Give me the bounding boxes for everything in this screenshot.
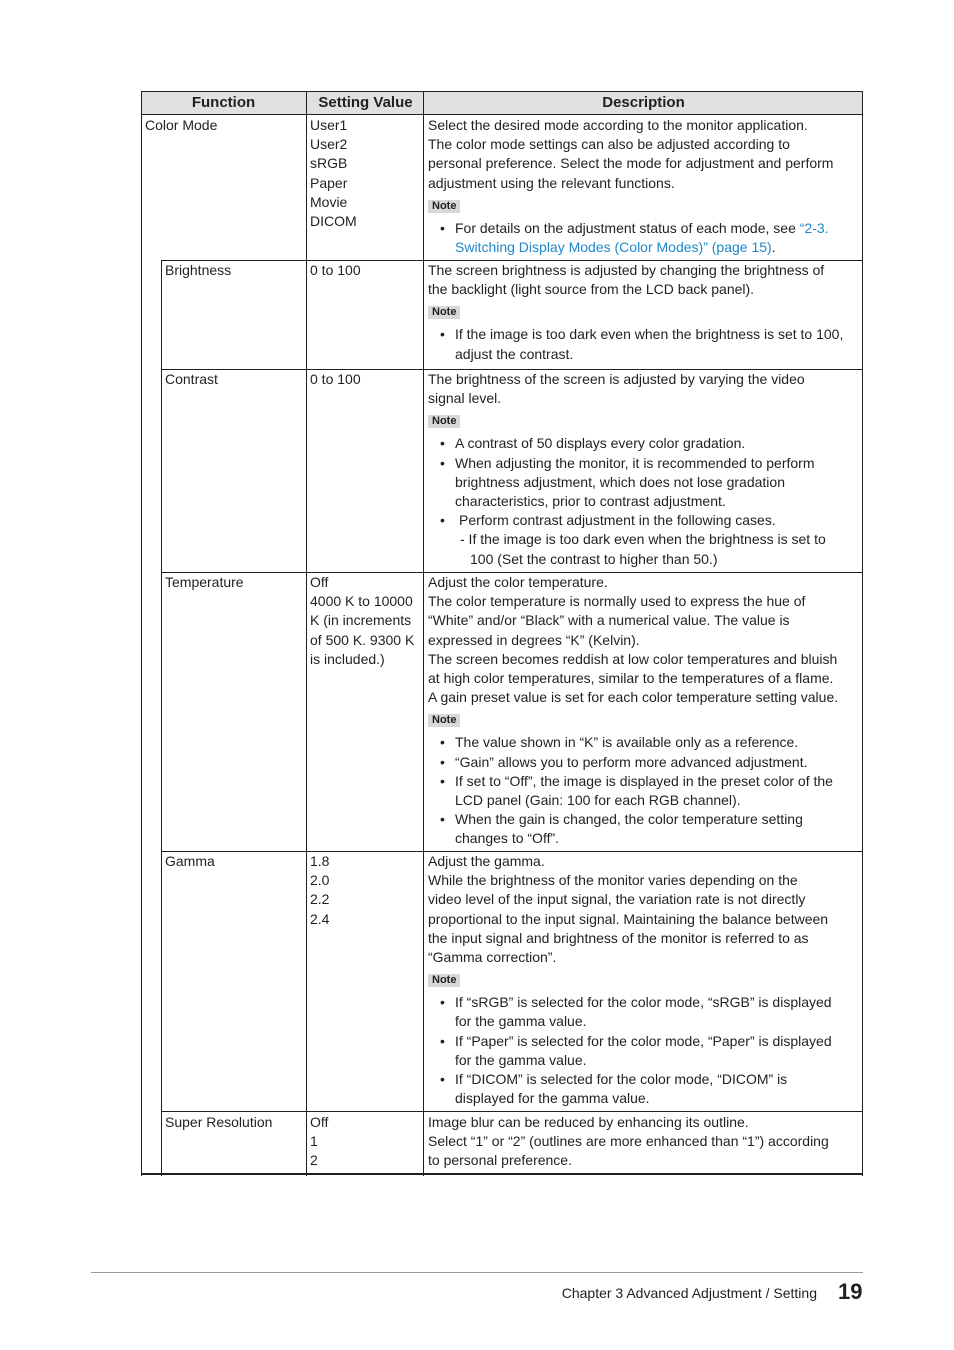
subitem-indent-line <box>161 260 162 1176</box>
note-text: • If “Paper” is selected for the color mode, “Paper” is displayed <box>455 1032 832 1049</box>
desc-line: The color mode settings can also be adjusted according to <box>428 136 790 153</box>
value-item: 2.4 <box>310 910 330 927</box>
desc-line: adjustment using the relevant functions. <box>428 174 675 191</box>
desc-line: expressed in degrees “K” (Kelvin). <box>428 631 640 648</box>
note-badge: Note <box>428 415 460 428</box>
note-text: • If “sRGB” is selected for the color mode, “sRGB” is displayed <box>455 994 832 1011</box>
note-badge: Note <box>428 974 460 987</box>
value-item: is included.) <box>310 650 385 667</box>
note-item <box>428 219 862 257</box>
values-temperature <box>310 573 422 669</box>
description-brightness <box>428 261 862 364</box>
value-item: DICOM <box>310 213 357 230</box>
note-text: for the gamma value. <box>455 1051 587 1068</box>
value-item: 0 to 100 <box>310 262 361 278</box>
description-gamma <box>428 852 862 1108</box>
desc-line: at high color temperatures, similar to the temperatures of a flame. <box>428 670 834 687</box>
values-super-resolution <box>310 1113 422 1171</box>
value-item: 1.8 <box>310 853 330 869</box>
desc-line: The brightness of the screen is adjusted by varying the video <box>428 371 805 387</box>
table-border-left <box>141 92 142 1176</box>
values-contrast <box>310 370 422 389</box>
desc-line: Select the desired mode according to the monitor application. <box>428 117 808 133</box>
function-super-resolution: Super Resolution <box>165 1114 273 1130</box>
function-color-mode: Color Mode <box>145 117 218 133</box>
description-contrast <box>428 370 862 569</box>
value-item: Off <box>310 1114 329 1130</box>
note-badge: Note <box>428 306 460 319</box>
page-link[interactable]: Switching Display Modes (Color Modes)” (page 15) <box>455 239 772 256</box>
note-text: LCD panel (Gain: 100 for each RGB channel). <box>455 792 741 809</box>
function-temperature: Temperature <box>165 574 244 590</box>
header-function: Function <box>191 94 256 111</box>
desc-line: The color temperature is normally used to express the hue of <box>428 593 806 610</box>
values-color-mode <box>310 116 422 231</box>
note-text: brightness adjustment, which does not lose gradation <box>455 473 785 490</box>
note-text: • When adjusting the monitor, it is recommended to perform <box>455 454 815 471</box>
note-text: • If set to “Off”, the image is displayed in the preset color of the <box>455 772 833 789</box>
note-item <box>428 434 862 453</box>
note-text: characteristics, prior to contrast adjustment. <box>455 493 726 510</box>
desc-line: video level of the input signal, the variation rate is not directly <box>428 891 806 908</box>
desc-line: the input signal and brightness of the monitor is referred to as <box>428 929 809 946</box>
description-super-resolution <box>428 1113 862 1171</box>
note-text: displayed for the gamma value. <box>455 1090 650 1107</box>
note-text: • Perform contrast adjustment in the following cases. <box>459 512 776 529</box>
sub-note-text: 100 (Set the contrast to higher than 50.) <box>470 550 718 567</box>
desc-line: signal level. <box>428 390 502 407</box>
function-contrast: Contrast <box>165 371 218 387</box>
desc-line: The screen brightness is adjusted by changing the brightness of <box>428 262 825 278</box>
header-description: Description <box>602 94 685 111</box>
desc-line: Adjust the gamma. <box>428 853 545 869</box>
desc-line: the backlight (light source from the LCD back panel). <box>428 281 755 298</box>
note-text: for the gamma value. <box>455 1013 587 1030</box>
note-badge: Note <box>428 714 460 727</box>
row-divider <box>161 1111 863 1112</box>
note-text: changes to “Off”. <box>455 830 560 847</box>
value-item: K (in increments <box>310 612 412 629</box>
description-temperature <box>428 573 862 849</box>
header-setting-value: Setting Value <box>318 94 413 111</box>
note-item <box>428 993 862 1031</box>
table-border-right <box>862 92 863 1176</box>
footer-divider <box>91 1272 863 1273</box>
desc-line: While the brightness of the monitor varies depending on the <box>428 872 798 889</box>
value-item: 0 to 100 <box>310 371 361 387</box>
page-link[interactable]: “2-3. <box>799 219 829 236</box>
description-color-mode <box>428 116 862 257</box>
function-gamma: Gamma <box>165 853 215 869</box>
function-brightness: Brightness <box>165 262 232 278</box>
desc-line: “Gamma correction”. <box>428 949 557 966</box>
note-text: • If the image is too dark even when the brightness is set to 100, <box>455 326 844 343</box>
value-item: sRGB <box>310 155 348 172</box>
value-item: 1 <box>310 1133 318 1150</box>
note-text: • If “DICOM” is selected for the color mode, “DICOM” is <box>455 1071 788 1088</box>
settings-table <box>141 91 863 1175</box>
value-item: 2.2 <box>310 891 330 908</box>
note-item <box>428 511 862 530</box>
value-item: Movie <box>310 193 348 210</box>
value-item: 2.0 <box>310 872 330 889</box>
note-item <box>428 454 862 512</box>
value-item: Off <box>310 574 329 590</box>
page-number: 19 <box>838 1279 863 1304</box>
desc-line: Adjust the color temperature. <box>428 574 608 590</box>
values-gamma <box>310 852 422 929</box>
note-item <box>428 810 862 848</box>
desc-line: Image blur can be reduced by enhancing its outline. <box>428 1114 749 1130</box>
column-divider-function <box>306 92 307 1176</box>
note-text: • When the gain is changed, the color temperature setting <box>455 811 803 828</box>
footer-chapter: Chapter 3 Advanced Adjustment / Setting <box>561 1285 817 1301</box>
note-text: • “Gain” allows you to perform more advanced adjustment. <box>455 753 808 770</box>
note-item <box>428 1032 862 1070</box>
sub-note <box>428 530 862 568</box>
value-item: User2 <box>310 136 348 153</box>
desc-line: to personal preference. <box>428 1152 572 1169</box>
value-item: 2 <box>310 1152 318 1169</box>
column-divider-value <box>423 92 424 1176</box>
note-text: • A contrast of 50 displays every color gradation. <box>455 435 746 452</box>
values-brightness <box>310 261 422 280</box>
desc-line: A gain preset value is set for each color temperature setting value. <box>428 689 839 706</box>
desc-line: proportional to the input signal. Maintaining the balance between <box>428 910 829 927</box>
note-badge: Note <box>428 200 460 213</box>
note-item <box>428 1070 862 1108</box>
note-item <box>428 772 862 810</box>
note-text: . <box>771 239 776 256</box>
desc-line: Select “1” or “2” (outlines are more enhanced than “1”) according <box>428 1133 829 1150</box>
sub-note-text: - If the image is too dark even when the brightness is set to <box>460 531 826 548</box>
note-item <box>428 753 862 772</box>
note-item <box>428 325 862 363</box>
note-text: For details on the adjustment status of each mode, see <box>455 219 796 236</box>
value-item: 4000 K to 10000 <box>310 593 413 610</box>
value-item: User1 <box>310 117 348 133</box>
desc-line: personal preference. Select the mode for adjustment and perform <box>428 155 834 172</box>
desc-line: The screen becomes reddish at low color temperatures and bluish <box>428 650 838 667</box>
desc-line: “White” and/or “Black” with a numerical value. The value is <box>428 612 790 629</box>
note-item <box>428 733 862 752</box>
note-text: adjust the contrast. <box>455 345 574 362</box>
value-item: of 500 K. 9300 K <box>310 631 415 648</box>
note-text: • The value shown in “K” is available only as a reference. <box>455 734 799 751</box>
value-item: Paper <box>310 174 348 191</box>
